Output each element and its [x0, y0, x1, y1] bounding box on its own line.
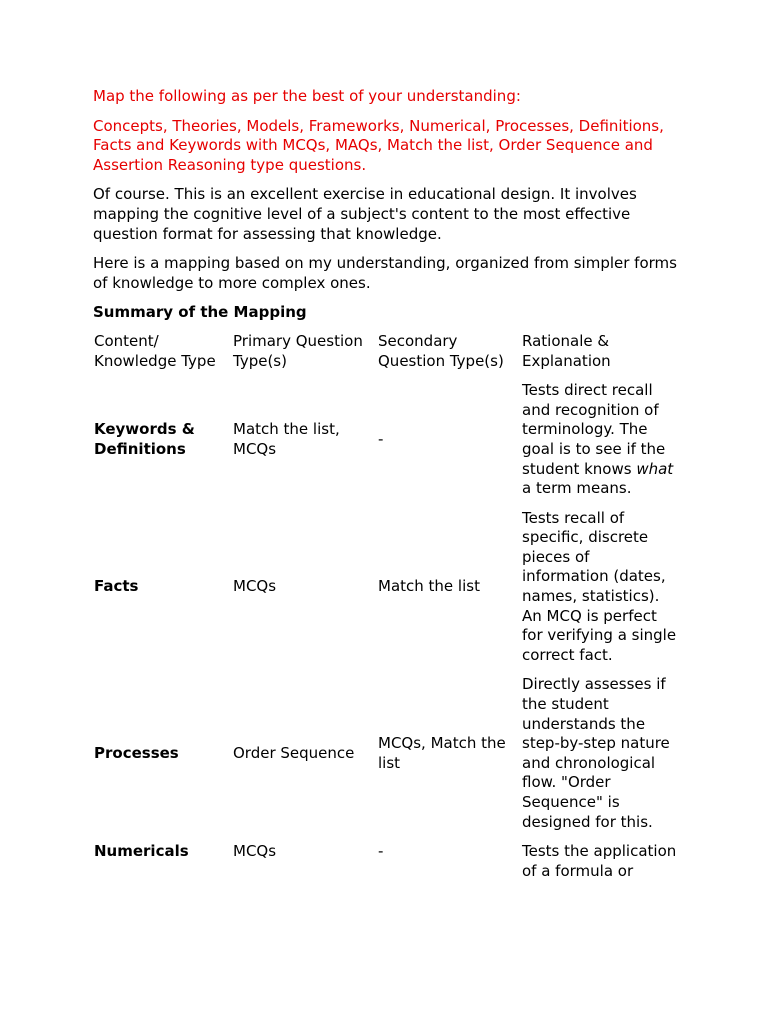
- table-row: [93, 842, 677, 891]
- rationale-emphasis: what: [636, 459, 674, 478]
- header-primary-type: Primary Question Type(s): [233, 331, 363, 370]
- table-row: [93, 509, 677, 676]
- summary-heading: Summary of the Mapping: [93, 303, 307, 322]
- rationale-text-a: Tests direct recall and recognition of terminology. The goal is to see if the student knows: [522, 381, 666, 478]
- row-secondary-type: -: [378, 842, 384, 861]
- prompt-list: Concepts, Theories, Models, Frameworks, Numerical, Processes, Definitions, Facts and Keywords with MCQs, MAQs, Match the list, Order Sequence and Assertion Reasoning type questions.: [93, 116, 664, 174]
- table-header-row: [93, 332, 677, 381]
- row-primary-type: MCQs: [233, 577, 277, 596]
- row-content-type: Keywords & Definitions: [94, 420, 195, 458]
- table-row: [93, 381, 677, 509]
- row-secondary-type: MCQs, Match the list: [378, 734, 506, 772]
- response-paragraph-1: Of course. This is an excellent exercise in educational design. It involves mapping the cognitive level of a subject's content to the most effective question format for assessing that knowledge.: [93, 185, 637, 243]
- row-secondary-type: Match the list: [378, 577, 480, 596]
- mapping-table: [93, 332, 677, 891]
- row-content-type: Facts: [94, 577, 139, 596]
- response-paragraph-2: Here is a mapping based on my understanding, organized from simpler forms of knowledge to more complex ones.: [93, 254, 677, 292]
- row-primary-type: MCQs: [233, 842, 277, 861]
- row-primary-type: Match the list, MCQs: [233, 420, 340, 458]
- prompt-line: Map the following as per the best of your understanding:: [93, 87, 521, 105]
- rationale-text-b: a term means.: [522, 479, 632, 498]
- header-secondary-type: Secondary Question Type(s): [378, 331, 504, 370]
- header-rationale: Rationale & Explanation: [522, 331, 611, 370]
- row-secondary-type: -: [378, 430, 384, 449]
- row-rationale: Tests recall of specific, discrete pieces of information (dates, names, statistics). An MCQ is perfect for verifying a single correct fact.: [522, 508, 677, 664]
- row-primary-type: Order Sequence: [233, 744, 355, 763]
- table-row: [93, 675, 677, 842]
- row-rationale: [521, 381, 677, 509]
- row-content-type: Numericals: [94, 842, 189, 861]
- row-rationale: Directly assesses if the student understands the step-by-step nature and chronological flow. "Order Sequence" is designed for this.: [522, 675, 670, 831]
- header-content-type: Content/ Knowledge Type: [94, 331, 216, 370]
- row-content-type: Processes: [94, 744, 179, 763]
- row-rationale: Tests the application of a formula or: [522, 842, 677, 880]
